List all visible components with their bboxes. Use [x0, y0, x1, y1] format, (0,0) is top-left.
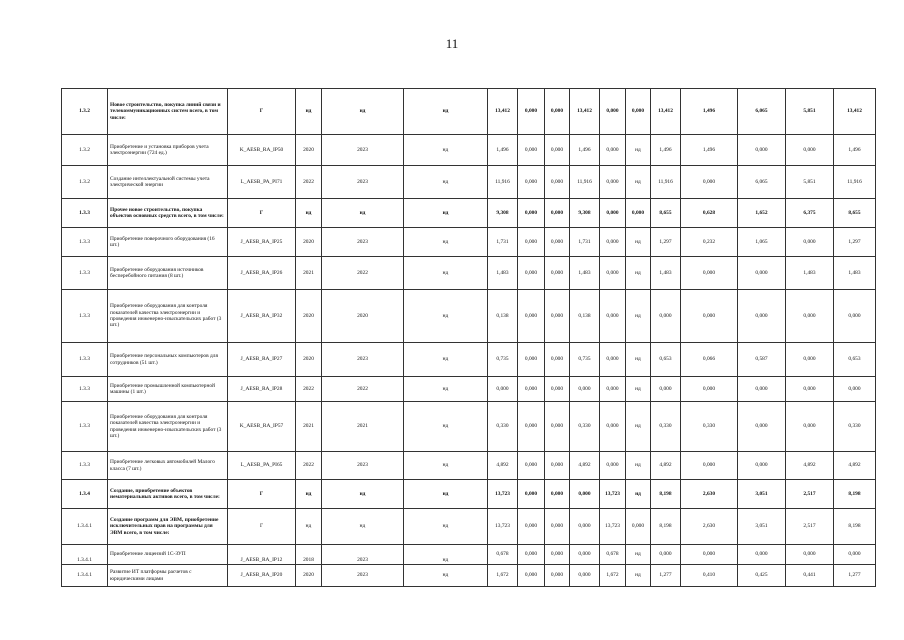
page-number: 11	[445, 36, 459, 51]
table-cell: 0,000	[600, 228, 626, 257]
table-cell: 2022	[322, 377, 404, 402]
table-cell: 0,000	[518, 545, 545, 565]
table-cell: 0,000	[738, 402, 786, 452]
table-cell: 0,000	[600, 290, 626, 343]
table-cell: J_AESB_RA_IP28	[228, 377, 296, 402]
table-cell: Г	[228, 509, 296, 545]
table-cell: нд	[404, 290, 488, 343]
table-cell: 2,517	[786, 509, 834, 545]
table-cell: 0,000	[651, 545, 681, 565]
table-cell: нд	[404, 452, 488, 480]
table-cell: 9,308	[570, 199, 600, 228]
table-cell: 0,000	[738, 290, 786, 343]
table-cell: 9,308	[488, 199, 518, 228]
table-cell: 0,000	[570, 565, 600, 587]
row-name: Приобретение оборудования источников бесперебойного питания (8 шт.)	[108, 257, 228, 290]
table-cell: нд	[626, 452, 651, 480]
table-cell: 0,000	[570, 377, 600, 402]
table-cell: 1,483	[834, 257, 876, 290]
table-cell: Г	[228, 89, 296, 135]
table-cell: 8,655	[834, 199, 876, 228]
table-cell: 1,672	[600, 565, 626, 587]
table-cell: 1,672	[488, 565, 518, 587]
table-row	[62, 228, 876, 257]
table-row	[62, 402, 876, 452]
table-cell: 3,051	[738, 509, 786, 545]
table-cell: нд	[626, 228, 651, 257]
table-cell: 0,000	[518, 166, 545, 199]
row-name: Новое строительство, покупка линий связи и телекоммуникационных систем всего, в том числе:	[108, 89, 228, 135]
table-cell: 0,000	[600, 343, 626, 377]
table-cell: 0,000	[738, 452, 786, 480]
table-cell: 1,652	[738, 199, 786, 228]
table-cell: 2023	[322, 228, 404, 257]
table-cell: 0,587	[738, 343, 786, 377]
table-cell: 0,000	[600, 257, 626, 290]
table-cell: 0,441	[786, 565, 834, 587]
table-cell: 2020	[296, 565, 322, 587]
row-code: 1.3.4.1	[62, 545, 108, 565]
table-cell: 0,735	[570, 343, 600, 377]
table-cell: 5,851	[786, 166, 834, 199]
table-cell: 1,277	[651, 565, 681, 587]
table-cell: 0,000	[518, 343, 545, 377]
table-cell: 1,496	[488, 135, 518, 166]
table-cell: нд	[296, 89, 322, 135]
table-cell: 11,916	[651, 166, 681, 199]
table-cell: 13,723	[488, 480, 518, 509]
table-cell: нд	[626, 480, 651, 509]
table-cell: 0,000	[518, 509, 545, 545]
table-row	[62, 452, 876, 480]
table-cell: нд	[322, 199, 404, 228]
table-cell: 0,000	[786, 228, 834, 257]
table-cell: 2022	[296, 452, 322, 480]
table-cell: 2022	[296, 377, 322, 402]
table-cell: 0,653	[834, 343, 876, 377]
table-cell: 2020	[296, 290, 322, 343]
table-cell: 0,000	[545, 545, 570, 565]
table-cell: 2020	[296, 228, 322, 257]
table-cell: 2022	[296, 166, 322, 199]
row-name: Приобретение лицензий 1С-ЗУП	[108, 545, 228, 565]
table-cell: 2021	[296, 402, 322, 452]
table-cell: нд	[404, 257, 488, 290]
table-cell: 1,277	[834, 565, 876, 587]
table-cell: 2023	[322, 135, 404, 166]
table-cell: 0,000	[545, 166, 570, 199]
table-cell: 8,655	[651, 199, 681, 228]
table-cell: 0,000	[518, 228, 545, 257]
table-row	[62, 545, 876, 565]
table-cell: 1,496	[570, 135, 600, 166]
row-name: Развитие ИТ платформы расчетов с юридическими лицами	[108, 565, 228, 587]
table-cell: J_AESB_RA_IP12	[228, 545, 296, 565]
table-cell: 0,000	[545, 452, 570, 480]
table-cell: 0,000	[600, 166, 626, 199]
investment-table	[61, 88, 876, 587]
table-cell: 2,517	[786, 480, 834, 509]
table-cell: 0,000	[681, 166, 738, 199]
table-cell: нд	[322, 89, 404, 135]
table-cell: K_AESB_RA_IP50	[228, 135, 296, 166]
table-cell: 0,000	[518, 402, 545, 452]
table-cell: 1,496	[681, 89, 738, 135]
table-cell: 0,000	[518, 480, 545, 509]
table-cell: 8,198	[651, 480, 681, 509]
table-cell: 0,232	[681, 228, 738, 257]
row-name: Приобретение промышленной компьютерной машины (1 шт.)	[108, 377, 228, 402]
table-cell: 4,892	[570, 452, 600, 480]
table-cell: нд	[404, 545, 488, 565]
table-cell: 1,483	[651, 257, 681, 290]
table-cell: 0,000	[786, 545, 834, 565]
table-cell: нд	[626, 565, 651, 587]
table-cell: 0,678	[600, 545, 626, 565]
table-row	[62, 480, 876, 509]
row-name: Создание, приобретение объектов нематериальных активов всего, в том числе:	[108, 480, 228, 509]
table-cell: 0,000	[600, 89, 626, 135]
table-cell: 0,000	[545, 402, 570, 452]
table-cell: 1,731	[488, 228, 518, 257]
table-cell: 0,000	[834, 290, 876, 343]
table-cell: 0,000	[681, 377, 738, 402]
table-cell: 13,412	[570, 89, 600, 135]
row-code: 1.3.3	[62, 290, 108, 343]
row-name: Приобретение поверочного оборудования (16 шт.)	[108, 228, 228, 257]
table-row	[62, 509, 876, 545]
table-cell: нд	[404, 565, 488, 587]
table-cell: 13,723	[488, 509, 518, 545]
table-cell: 2022	[322, 257, 404, 290]
table-cell: 1,496	[834, 135, 876, 166]
table-cell: 0,425	[738, 565, 786, 587]
table-cell: 1,483	[488, 257, 518, 290]
table-cell: 0,000	[786, 343, 834, 377]
table-cell: Г	[228, 480, 296, 509]
table-cell: 8,198	[834, 480, 876, 509]
table-cell: 2021	[322, 402, 404, 452]
table-cell: 0,000	[600, 135, 626, 166]
row-code: 1.3.2	[62, 166, 108, 199]
table-cell: 0,000	[600, 452, 626, 480]
table-cell: нд	[322, 480, 404, 509]
table-cell: 0,000	[545, 228, 570, 257]
table-cell: 13,412	[834, 89, 876, 135]
table-cell: 0,000	[626, 199, 651, 228]
row-code: 1.3.4	[62, 480, 108, 509]
table-cell: 0,000	[570, 509, 600, 545]
table-cell: 1,065	[738, 228, 786, 257]
table-cell: нд	[626, 377, 651, 402]
table-cell: 0,066	[681, 343, 738, 377]
row-code: 1.3.3	[62, 402, 108, 452]
table-cell: нд	[404, 343, 488, 377]
table-row	[62, 135, 876, 166]
table-cell: 0,000	[545, 199, 570, 228]
table-cell: 0,000	[651, 290, 681, 343]
table-cell: 1,483	[786, 257, 834, 290]
table-cell: нд	[626, 166, 651, 199]
table-cell: 0,000	[518, 199, 545, 228]
table-cell: 0,000	[518, 290, 545, 343]
table-cell: нд	[404, 377, 488, 402]
row-code: 1.3.3	[62, 199, 108, 228]
table-cell: 0,628	[681, 199, 738, 228]
table-cell: 1,731	[570, 228, 600, 257]
table-cell: 13,412	[651, 89, 681, 135]
row-name: Приобретение и установка приборов учета электроэнергии (724 ед.)	[108, 135, 228, 166]
table-cell: 11,916	[488, 166, 518, 199]
table-cell: 4,892	[834, 452, 876, 480]
table-cell: 0,000	[738, 257, 786, 290]
table-cell: нд	[626, 290, 651, 343]
table-cell: 6,065	[738, 89, 786, 135]
table-cell: 0,000	[681, 257, 738, 290]
table-cell: 0,000	[545, 509, 570, 545]
row-name: Приобретение легковых автомобилей Малого класса (7 шт.)	[108, 452, 228, 480]
table-cell: 0,000	[834, 545, 876, 565]
table-cell: 0,000	[786, 290, 834, 343]
table-body	[62, 89, 876, 587]
table-cell: 0,138	[488, 290, 518, 343]
table-cell: 0,000	[786, 377, 834, 402]
table-cell: 13,412	[488, 89, 518, 135]
row-code: 1.3.3	[62, 377, 108, 402]
table-cell: 0,000	[681, 452, 738, 480]
table-cell: 0,000	[681, 545, 738, 565]
table-cell: 11,916	[834, 166, 876, 199]
table-cell: нд	[296, 199, 322, 228]
table-cell: 6,065	[738, 166, 786, 199]
table-cell: J_AESB_RA_IP27	[228, 343, 296, 377]
table-cell: 0,138	[570, 290, 600, 343]
table-cell: нд	[404, 135, 488, 166]
table-cell: 2023	[322, 166, 404, 199]
row-code: 1.3.4.1	[62, 565, 108, 587]
table-cell: 0,000	[626, 89, 651, 135]
table-cell: 0,000	[738, 545, 786, 565]
table-cell: 2,630	[681, 480, 738, 509]
table-cell: J_AESB_RA_IP32	[228, 290, 296, 343]
table-cell: 4,892	[488, 452, 518, 480]
table-cell: 1,496	[681, 135, 738, 166]
table-cell: 0,000	[600, 402, 626, 452]
table-cell: 4,892	[651, 452, 681, 480]
table-cell: J_AESB_RA_IP26	[228, 257, 296, 290]
table-cell: 2021	[296, 257, 322, 290]
table-cell: 1,297	[651, 228, 681, 257]
table-cell: 2020	[296, 343, 322, 377]
table-cell: J_AESB_RA_IP20	[228, 565, 296, 587]
row-name: Прочее новое строительство, покупка объектов основных средств всего, в том числе:	[108, 199, 228, 228]
row-name: Создание интеллектуальной системы учета электрической энергии	[108, 166, 228, 199]
table-cell: Г	[228, 199, 296, 228]
table-cell: 0,000	[518, 452, 545, 480]
table-cell: нд	[296, 480, 322, 509]
table-cell: 2020	[322, 290, 404, 343]
table-cell: нд	[626, 343, 651, 377]
table-cell: 0,000	[488, 377, 518, 402]
table-cell: 2023	[322, 343, 404, 377]
table-cell: L_AESB_PA_PI71	[228, 166, 296, 199]
table-cell: 0,000	[545, 565, 570, 587]
table-cell: нд	[626, 135, 651, 166]
table-cell: нд	[322, 509, 404, 545]
table-cell: 0,000	[600, 199, 626, 228]
table-cell: нд	[404, 166, 488, 199]
table-cell: 0,000	[545, 89, 570, 135]
row-name: Приобретение персональных компьютеров для сотрудников (51 шт.)	[108, 343, 228, 377]
table-cell: L_AESB_PA_PI65	[228, 452, 296, 480]
table-cell: 2023	[322, 545, 404, 565]
table-cell: 0,000	[545, 135, 570, 166]
row-code: 1.3.3	[62, 452, 108, 480]
table-cell: нд	[404, 402, 488, 452]
table-cell: 2023	[322, 452, 404, 480]
table-cell: 0,678	[488, 545, 518, 565]
table-cell: нд	[296, 509, 322, 545]
table-cell: нд	[404, 228, 488, 257]
table-cell: 0,000	[681, 290, 738, 343]
table-cell: нд	[404, 199, 488, 228]
table-cell: 0,000	[545, 290, 570, 343]
table-cell: нд	[404, 480, 488, 509]
table-cell: 0,330	[488, 402, 518, 452]
table-cell: 0,410	[681, 565, 738, 587]
table-cell: 13,723	[600, 480, 626, 509]
table-cell: 2020	[296, 135, 322, 166]
table-cell: 0,000	[518, 565, 545, 587]
table-cell: 1,483	[570, 257, 600, 290]
table-cell: 0,330	[570, 402, 600, 452]
table-cell: 0,000	[518, 135, 545, 166]
row-code: 1.3.2	[62, 135, 108, 166]
row-code: 1.3.3	[62, 228, 108, 257]
table-cell: 6,375	[786, 199, 834, 228]
table-cell: нд	[404, 509, 488, 545]
table-cell: 0,000	[518, 377, 545, 402]
row-code: 1.3.3	[62, 257, 108, 290]
table-cell: 0,000	[545, 480, 570, 509]
table-cell: 0,000	[786, 135, 834, 166]
table-row	[62, 377, 876, 402]
row-name: Создание программ для ЭВМ, приобретение исключительных прав на программы для ЭВМ всего, в том числе:	[108, 509, 228, 545]
table-cell: K_AESB_RA_IP57	[228, 402, 296, 452]
table-cell: 0,000	[786, 402, 834, 452]
table-cell: 0,000	[545, 377, 570, 402]
table-cell: 0,000	[570, 545, 600, 565]
table-cell: 0,000	[600, 377, 626, 402]
table-cell: 0,000	[738, 377, 786, 402]
table-cell: 8,198	[651, 509, 681, 545]
table-cell: 8,198	[834, 509, 876, 545]
table-cell: 4,892	[786, 452, 834, 480]
table-cell: 0,330	[834, 402, 876, 452]
table-cell: 0,735	[488, 343, 518, 377]
table-cell: нд	[626, 257, 651, 290]
table-cell: 0,000	[738, 135, 786, 166]
table-row	[62, 343, 876, 377]
row-name: Приобретение оборудования для контроля показателей качества электроэнергии и проведения инженерно-изыскательских работ (3 шт.)	[108, 290, 228, 343]
table-cell: 2,630	[681, 509, 738, 545]
table-cell: 13,723	[600, 509, 626, 545]
row-code: 1.3.2	[62, 89, 108, 135]
row-code: 1.3.3	[62, 343, 108, 377]
table-cell: 5,851	[786, 89, 834, 135]
table-cell: 2018	[296, 545, 322, 565]
table-cell: 1,496	[651, 135, 681, 166]
table-cell: 0,000	[626, 509, 651, 545]
table-cell: нд	[626, 402, 651, 452]
table-cell: 0,000	[651, 377, 681, 402]
table-cell: 11,916	[570, 166, 600, 199]
table-cell: J_AESB_RA_IP25	[228, 228, 296, 257]
table-cell: 0,000	[545, 343, 570, 377]
table-row	[62, 257, 876, 290]
row-code: 1.3.4.1	[62, 509, 108, 545]
table-row	[62, 166, 876, 199]
row-name: Приобретение оборудования для контроля показателей качества электроэнергии и проведения инженерно-изыскательских работ (3 шт.)	[108, 402, 228, 452]
table-cell: 0,000	[834, 377, 876, 402]
table-cell: 0,653	[651, 343, 681, 377]
table-cell: 0,000	[570, 480, 600, 509]
table-row	[62, 565, 876, 587]
table-cell: 0,000	[545, 257, 570, 290]
table-cell: 0,330	[651, 402, 681, 452]
table-row	[62, 290, 876, 343]
table-cell: 0,000	[518, 257, 545, 290]
table-cell: нд	[404, 89, 488, 135]
table-row	[62, 89, 876, 135]
table-row	[62, 199, 876, 228]
table-cell: 2023	[322, 565, 404, 587]
table-cell: 3,051	[738, 480, 786, 509]
table-cell: 0,000	[518, 89, 545, 135]
table-cell: 1,297	[834, 228, 876, 257]
table-cell: нд	[626, 545, 651, 565]
table-cell: 0,330	[681, 402, 738, 452]
